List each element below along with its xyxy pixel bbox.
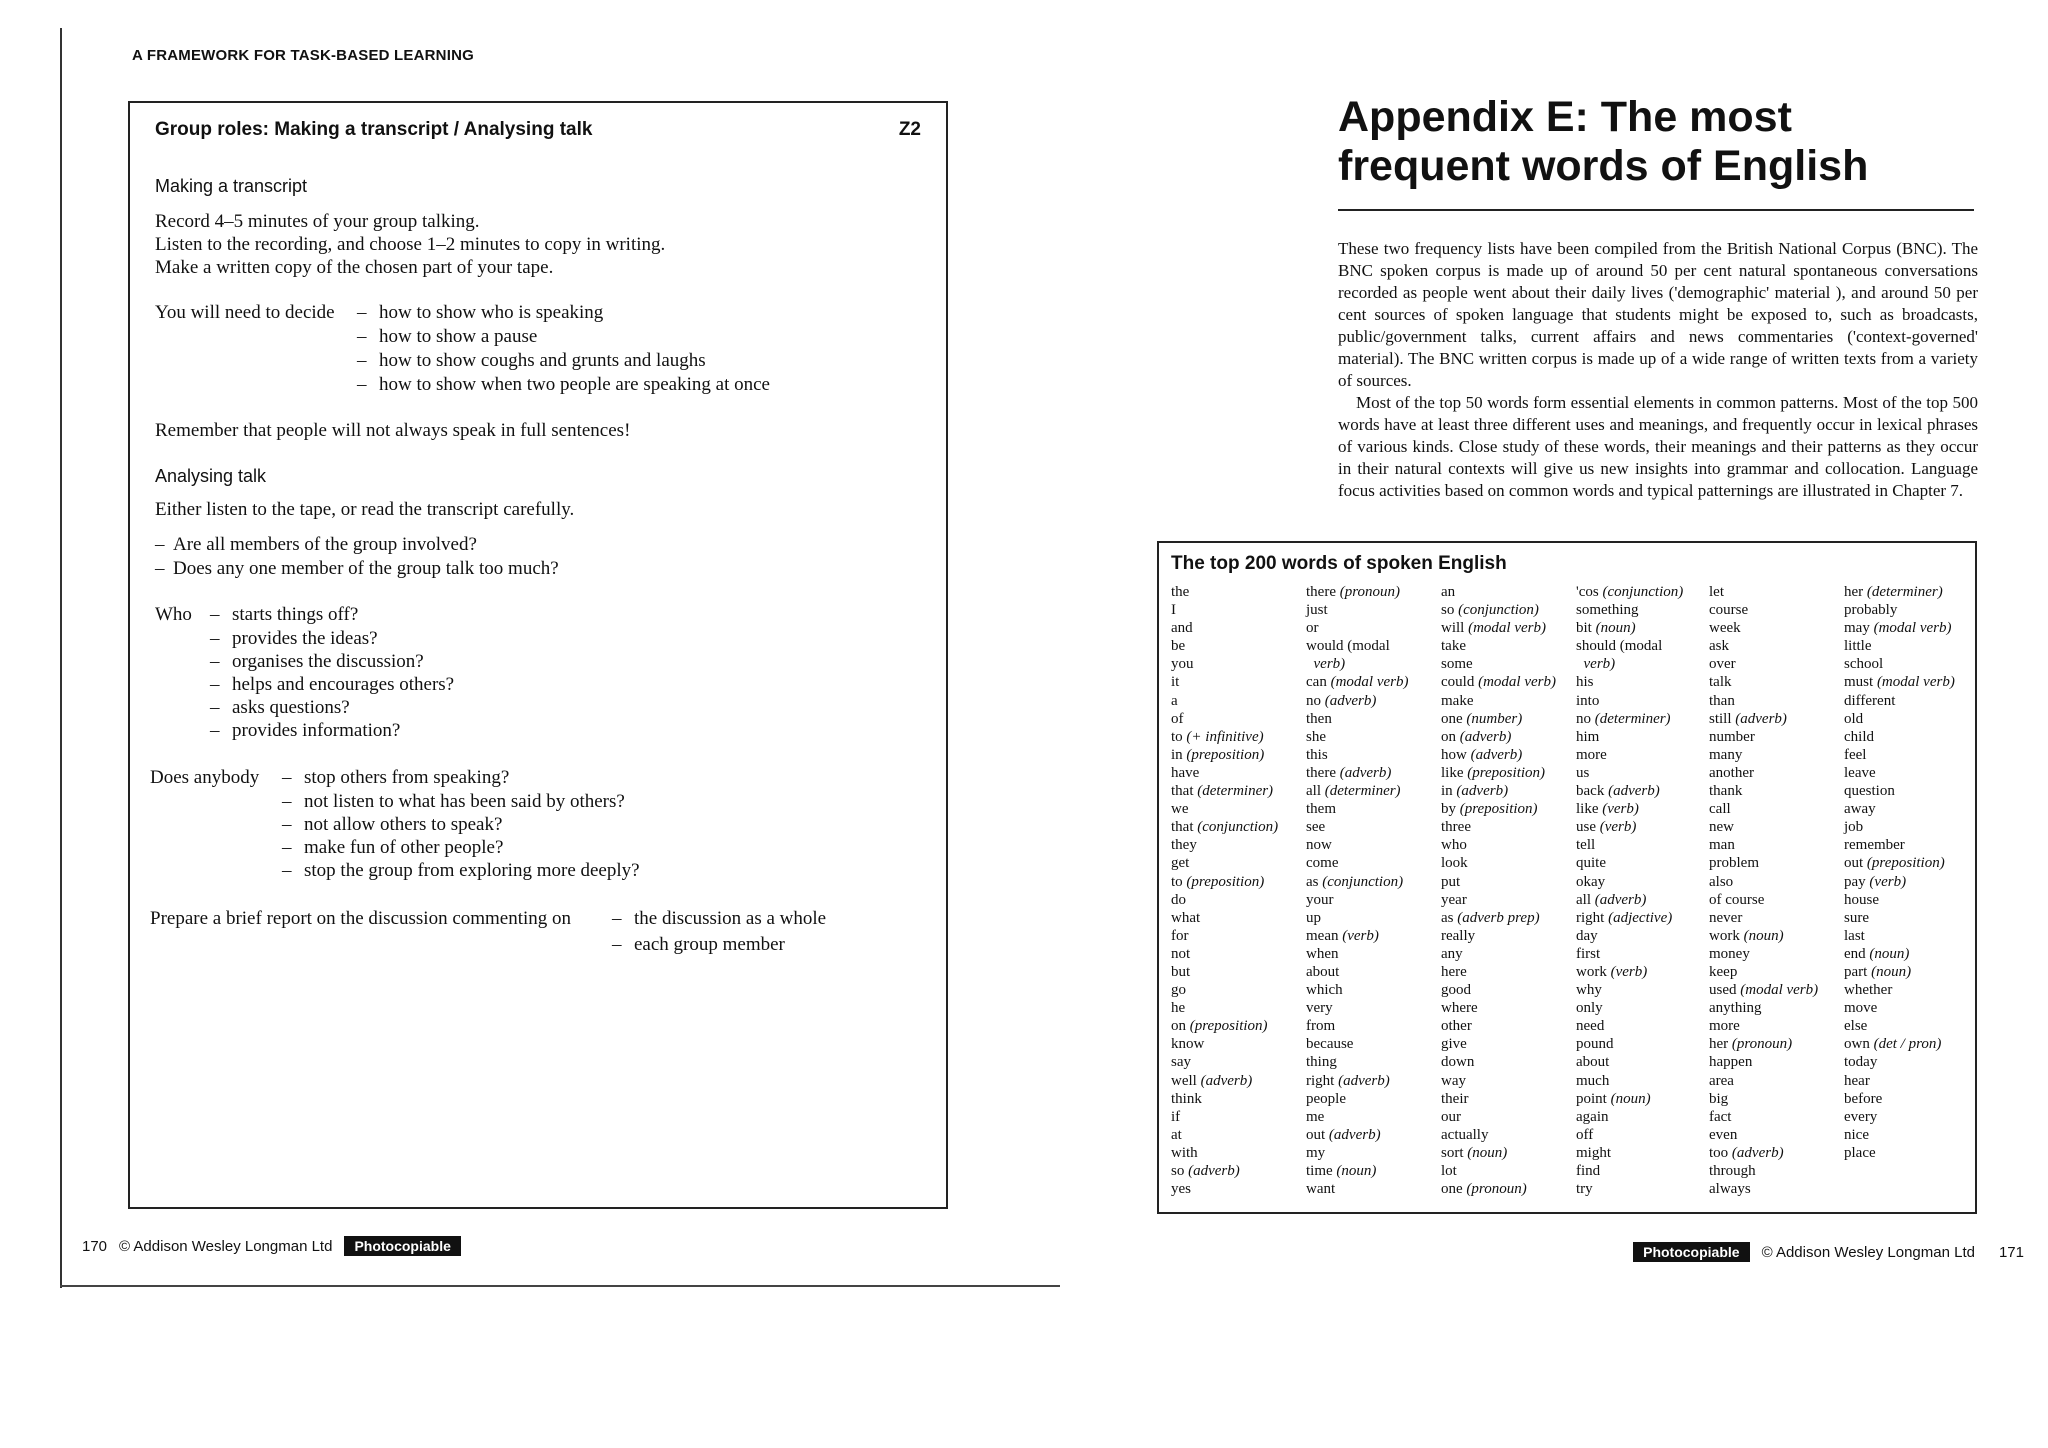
word-entry: lot [1441,1163,1457,1179]
word-entry: on (preposition) [1171,1018,1268,1035]
group-roles-box [128,101,948,1209]
word-entry: that (determiner) [1171,783,1274,800]
word-entry: okay [1576,873,1606,890]
words-column [1709,583,1818,1198]
word-entry: where [1441,1000,1478,1017]
word-entry: day [1576,927,1598,944]
word-entry: people [1306,1090,1346,1107]
word-entry: for [1171,927,1189,944]
word-entry: say [1171,1054,1191,1071]
word-entry: need [1576,1018,1605,1035]
prepare-item: – the discussion as a whole [612,908,827,929]
word-entry: our [1441,1108,1461,1125]
word-entry: no (determiner) [1576,710,1671,727]
who-item: – organises the discussion? [210,651,424,672]
word-entry: 'cos (conjunction) [1576,584,1684,600]
words-column [1171,583,1278,1198]
word-entry: also [1709,873,1734,890]
word-entry: out (adverb) [1306,1126,1381,1143]
word-entry: own (det / pron) [1844,1036,1942,1053]
word-entry: happen [1709,1054,1753,1071]
word-entry: last [1844,927,1865,944]
intro-paragraph-1: These two frequency lists have been compiled from the British National Corpus (BNC). The BNC spoken corpus is made up of around 50 per cent natural spontaneous conversations recorded as people went about their daily lives ('demographic' material ), and around 50 per cent sources of spoken language that students might be exposed to, such as broadcasts, public/government talks, current affairs and news commentaries ('context-governed' material). The BNC written corpus is made up of a wide range of written texts from a variety of sources. [1338,239,1978,390]
word-entry: else [1844,1018,1868,1035]
word-entry: new [1709,819,1734,836]
word-entry: used (modal verb) [1709,982,1819,999]
word-entry: like (preposition) [1441,764,1546,781]
word-entry: come [1306,855,1339,872]
word-entry: us [1576,764,1590,781]
box-title: Group roles: Making a transcript / Analysing talk [155,119,593,140]
word-entry: be [1171,638,1186,655]
word-entry: but [1171,963,1191,980]
word-entry: so (conjunction) [1441,602,1539,619]
word-entry: there (pronoun) [1306,584,1401,600]
word-entry: problem [1709,855,1759,872]
word-entry: today [1844,1054,1878,1071]
words-column [1844,583,1955,1162]
word-entry: job [1844,819,1864,836]
footer-left [82,1236,461,1256]
word-entry: try [1576,1181,1593,1198]
making-line-2: Listen to the recording, and choose 1–2 minutes to copy in writing. [155,234,666,255]
word-entry: just [1306,602,1328,619]
word-entry: know [1171,1036,1205,1053]
word-entry: one (pronoun) [1441,1181,1527,1198]
word-entry: the [1171,584,1190,600]
word-entry: as (adverb prep) [1441,909,1540,926]
words-table-title: The top 200 words of spoken English [1171,553,1507,574]
word-entry: like (verb) [1576,801,1639,818]
word-entry: tell [1576,837,1596,854]
anybody-item: – make fun of other people? [282,837,504,858]
word-entry: this [1306,746,1328,763]
prepare-lead: Prepare a brief report on the discussion commenting on [150,908,572,929]
word-entry: question [1844,783,1895,800]
word-entry: every [1844,1108,1878,1125]
word-entry: might [1576,1144,1612,1161]
who-item: – helps and encourages others? [210,674,455,695]
word-entry: to (preposition) [1171,873,1265,890]
word-entry: his [1576,674,1594,691]
word-entry: find [1576,1163,1601,1179]
word-entry: which [1306,982,1343,999]
word-entry: by (preposition) [1441,801,1538,818]
word-entry: my [1306,1144,1326,1161]
word-entry: bit (noun) [1576,620,1636,637]
word-entry: out (preposition) [1844,855,1945,872]
photocopiable-badge-left: Photocopiable [344,1236,460,1256]
word-entry: as (conjunction) [1306,873,1404,890]
word-entry: on (adverb) [1441,728,1512,745]
word-entry: quite [1576,855,1606,872]
word-entry: some [1441,656,1473,673]
copyright-right: © Addison Wesley Longman Ltd [1761,1243,1975,1261]
word-entry: not [1171,945,1191,962]
word-entry: only [1576,1000,1603,1017]
word-entry: work (noun) [1709,927,1784,944]
word-entry: man [1709,837,1735,854]
word-entry: me [1306,1108,1325,1125]
word-entry: why [1576,982,1602,999]
word-entry: really [1441,927,1476,944]
word-entry: may (modal verb) [1844,620,1952,637]
word-entry: pay (verb) [1844,873,1907,890]
word-entry: area [1709,1072,1734,1089]
running-head: A FRAMEWORK FOR TASK-BASED LEARNING [132,47,474,64]
who-item: – asks questions? [210,697,350,718]
word-entry: week [1709,620,1741,637]
word-entry: old [1844,710,1864,727]
word-entry: over [1709,656,1736,673]
word-entry: move [1844,1000,1878,1017]
word-entry: use (verb) [1576,819,1637,836]
anybody-item: – stop others from speaking? [282,767,510,788]
word-entry: course [1709,602,1749,619]
word-entry: more [1709,1018,1740,1035]
word-entry: well (adverb) [1171,1072,1253,1089]
word-entry: let [1709,584,1724,600]
word-entry: keep [1709,963,1738,980]
word-entry: when [1306,945,1339,962]
word-entry: there (adverb) [1306,764,1392,781]
word-entry: house [1844,891,1879,908]
word-entry: it [1171,674,1180,691]
word-entry: whether [1844,982,1893,999]
word-entry: down [1441,1054,1475,1071]
word-entry: she [1306,728,1326,745]
word-entry: who [1441,837,1467,854]
word-entry: child [1844,728,1874,745]
word-entry: verb) [1583,656,1616,673]
decide-lead: You will need to decide [155,302,335,323]
making-line-1: Record 4–5 minutes of your group talking. [155,211,480,232]
intro-paragraph-2: Most of the top 50 words form essential elements in common patterns. Most of the top 500 words have at least three different uses and meanings, and frequently occur in lexical phrases of various kinds. Close study of these words, their meanings and their patterns as they occur in their natural contexts will give us new insights into grammar and collocation. Language focus activities based on common words and typical patternings are illustrated in Chapter 7. [1338,393,1978,500]
appendix-title [1338,93,2018,191]
word-entry: work (verb) [1576,963,1648,980]
word-entry: an [1441,584,1456,600]
word-entry: more [1576,746,1607,763]
word-entry: many [1709,746,1743,763]
word-entry: too (adverb) [1709,1144,1784,1161]
word-entry: of course [1709,891,1765,908]
word-entry: your [1306,891,1334,908]
word-entry: could (modal verb) [1441,674,1556,691]
word-entry: about [1306,963,1340,980]
word-entry: actually [1441,1126,1489,1143]
word-entry: off [1576,1126,1594,1143]
word-entry: good [1441,982,1471,999]
word-entry: part (noun) [1844,963,1912,980]
word-entry: another [1709,764,1754,781]
remember-note: Remember that people will not always speak in full sentences! [155,420,631,441]
word-entry: they [1171,837,1197,854]
word-entry: into [1576,692,1600,709]
word-entry: all (adverb) [1576,891,1647,908]
word-entry: her (pronoun) [1709,1036,1793,1053]
footer-right [1633,1242,2024,1262]
word-entry: sort (noun) [1441,1144,1508,1161]
word-entry: here [1441,963,1467,980]
word-entry: can (modal verb) [1306,674,1409,691]
bottom-edge-line [60,1285,1060,1287]
word-entry: he [1171,1000,1186,1017]
analysing-talk-heading: Analysing talk [155,466,267,486]
word-entry: from [1306,1018,1336,1035]
word-entry: first [1576,945,1601,962]
decide-item: – how to show coughs and grunts and laughs [357,350,706,371]
anybody-item: – not allow others to speak? [282,814,503,835]
word-entry: of [1171,710,1184,727]
word-entry: place [1844,1144,1876,1161]
word-entry: should (modal [1576,638,1663,655]
word-entry: because [1306,1036,1354,1053]
word-entry: see [1306,819,1326,836]
word-entry: have [1171,764,1200,781]
word-entry: would (modal [1306,638,1390,655]
word-entry: put [1441,873,1461,890]
word-entry: number [1709,728,1755,745]
word-entry: even [1709,1126,1738,1143]
making-line-3: Make a written copy of the chosen part of your tape. [155,257,554,278]
word-entry: way [1441,1072,1466,1089]
word-entry: that (conjunction) [1171,819,1279,836]
word-entry: than [1709,692,1735,709]
word-entry: get [1171,855,1190,872]
word-entry: if [1171,1108,1181,1125]
word-entry: mean (verb) [1306,927,1379,944]
decide-item: – how to show a pause [357,326,538,347]
word-entry: ask [1709,638,1729,655]
word-entry: very [1306,1000,1333,1017]
word-entry: give [1441,1036,1467,1053]
question-item: – Does any one member of the group talk too much? [155,558,559,579]
word-entry: sure [1844,909,1869,926]
word-entry: hear [1844,1072,1870,1089]
prepare-item: – each group member [612,934,785,955]
word-entry: want [1306,1181,1336,1198]
word-entry: different [1844,692,1896,709]
who-item: – provides information? [210,720,401,741]
word-entry: fact [1709,1108,1732,1125]
word-entry: a [1171,692,1178,709]
word-entry: through [1709,1163,1756,1179]
words-column [1576,583,1683,1198]
word-entry: take [1441,638,1466,655]
word-entry: go [1171,982,1186,999]
anybody-lead: Does anybody [150,767,260,788]
word-entry: or [1306,620,1319,637]
word-entry: three [1441,819,1471,836]
word-entry: how (adverb) [1441,746,1523,763]
word-entry: then [1306,710,1332,727]
word-entry: back (adverb) [1576,783,1660,800]
anybody-item: – not listen to what has been said by others? [282,791,625,812]
decide-item: – how to show when two people are speaking at once [357,374,770,395]
word-entry: time (noun) [1306,1163,1377,1179]
word-entry: call [1709,801,1731,818]
word-entry: something [1576,602,1639,619]
word-entry: think [1171,1090,1202,1107]
word-entry: point (noun) [1576,1090,1651,1107]
page-number-right: 171 [1998,1243,2024,1261]
word-entry: him [1576,728,1600,745]
word-entry: will (modal verb) [1441,620,1546,637]
word-entry: do [1171,891,1186,908]
copyright-left: © Addison Wesley Longman Ltd [119,1237,333,1255]
word-entry: pound [1576,1036,1614,1053]
word-entry: thank [1709,783,1743,800]
title-rule [1338,209,1974,211]
word-entry: what [1171,909,1201,926]
word-entry: leave [1844,764,1876,781]
word-entry: at [1171,1126,1182,1143]
title-line-2: frequent words of English [1338,142,1869,190]
anybody-item: – stop the group from exploring more deeply? [282,860,640,881]
word-entry: verb) [1313,656,1346,673]
word-entry: year [1441,891,1467,908]
word-entry: feel [1844,746,1867,763]
word-entry: make [1441,692,1474,709]
word-entry: thing [1306,1054,1337,1071]
word-entry: right (adverb) [1306,1072,1390,1089]
word-entry: before [1844,1090,1883,1107]
word-entry: any [1441,945,1463,962]
word-entry: still (adverb) [1709,710,1787,727]
title-line-1: Appendix E: The most [1338,93,1792,141]
word-entry: school [1844,656,1884,673]
question-item: – Are all members of the group involved? [155,534,477,555]
word-entry: must (modal verb) [1844,674,1955,691]
word-entry: money [1709,945,1750,962]
word-entry: anything [1709,1000,1762,1017]
word-entry: away [1844,801,1876,818]
word-entry: never [1709,909,1743,926]
word-entry: look [1441,855,1468,872]
word-entry: all (determiner) [1306,783,1401,800]
top-words-table [1157,541,1977,1214]
word-entry: and [1171,620,1193,637]
word-entry: I [1171,602,1176,619]
either-line: Either listen to the tape, or read the transcript carefully. [155,499,575,520]
word-entry: up [1306,909,1321,926]
word-entry: little [1844,638,1872,655]
word-entry: again [1576,1108,1609,1125]
who-item: – provides the ideas? [210,628,378,649]
who-item: – starts things off? [210,604,359,625]
word-entry: their [1441,1090,1469,1107]
word-entry: remember [1844,837,1905,854]
word-entry: one (number) [1441,710,1523,727]
word-entry: about [1576,1054,1610,1071]
intro-text [1338,238,1978,502]
word-entry: you [1171,656,1194,673]
photocopiable-badge-right: Photocopiable [1633,1242,1749,1262]
decide-item: – how to show who is speaking [357,302,604,323]
word-entry: no (adverb) [1306,692,1377,709]
making-transcript-heading: Making a transcript [155,176,308,196]
words-column [1306,583,1408,1198]
word-entry: end (noun) [1844,945,1910,962]
word-entry: talk [1709,674,1732,691]
word-entry: them [1306,801,1336,818]
left-margin-line [60,28,62,1288]
word-entry: much [1576,1072,1610,1089]
word-entry: probably [1844,602,1898,619]
word-entry: yes [1171,1181,1191,1198]
word-entry: in (adverb) [1441,783,1509,800]
word-entry: in (preposition) [1171,746,1265,763]
word-entry: with [1171,1144,1198,1161]
word-entry: nice [1844,1126,1869,1143]
word-entry: right (adjective) [1576,909,1673,926]
words-column [1441,583,1556,1198]
word-entry: to (+ infinitive) [1171,728,1264,745]
word-entry: we [1171,801,1189,818]
who-lead: Who [155,604,192,625]
word-entry: big [1709,1090,1729,1107]
box-code: Z2 [898,119,921,140]
word-entry: always [1709,1181,1751,1198]
word-entry: her (determiner) [1844,584,1943,600]
word-entry: now [1306,837,1332,854]
word-entry: so (adverb) [1171,1163,1240,1179]
page-number-left: 170 [82,1237,108,1255]
word-entry: other [1441,1018,1472,1035]
